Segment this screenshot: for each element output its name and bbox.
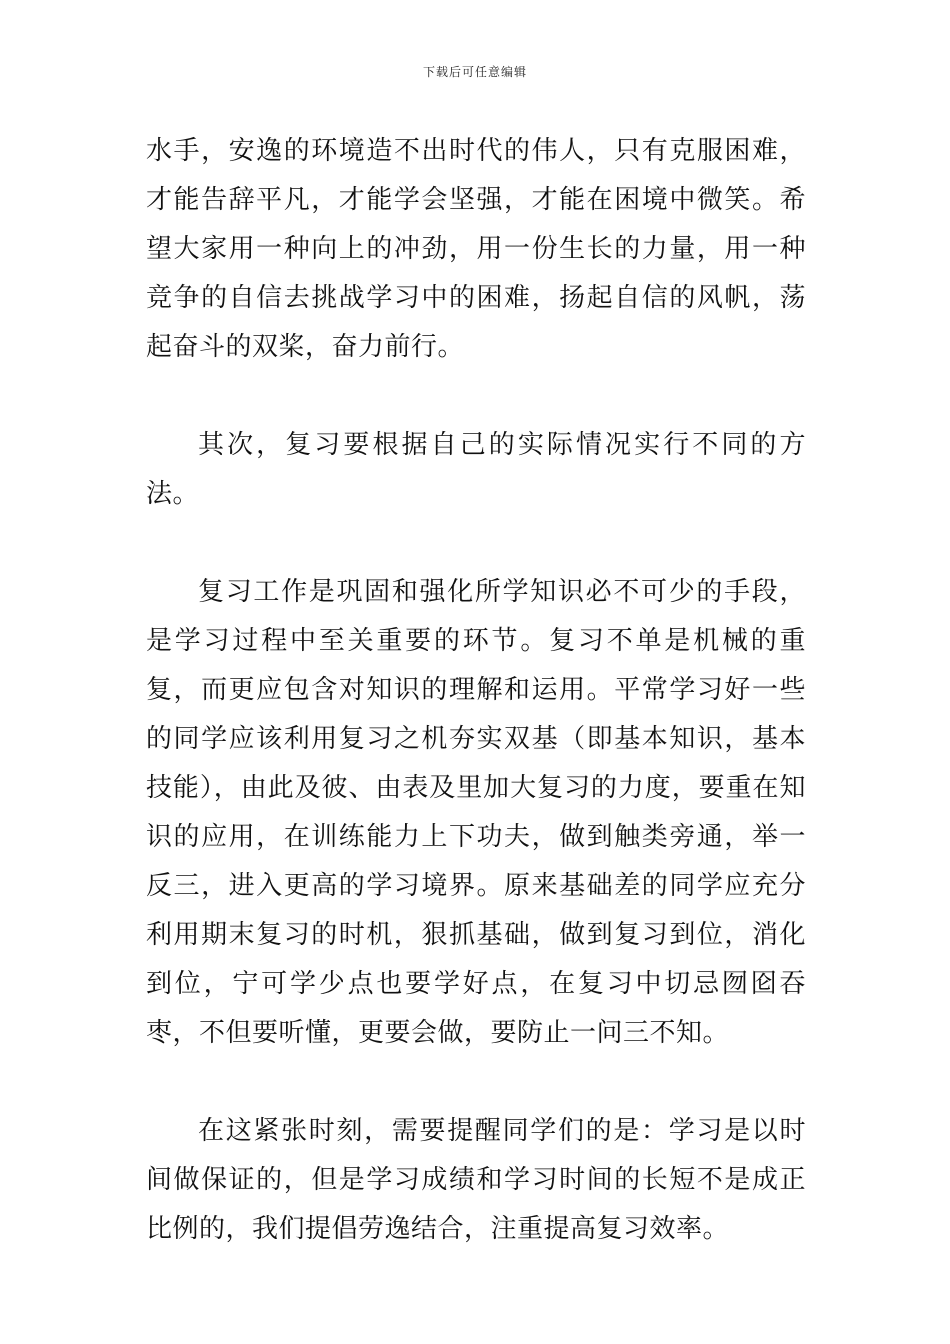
paragraph-reminder: 在这紧张时刻，需要提醒同学们的是：学习是以时间做保证的，但是学习成绩和学习时间的长短不是成正比例的，我们提倡劳逸结合，注重提高复习效率。 <box>146 1116 806 1244</box>
paragraph-review-work: 复习工作是巩固和强化所学知识必不可少的手段，是学习过程中至关重要的环节。复习不单是机械的重复，而更应包含对知识的理解和运用。平常学习好一些的同学应该利用复习之机夯实双基（即基本知识，基本技能），由此及彼、由表及里加大复习的力度，要重在知识的应用，在训练能力上下功夫，做到触类旁通，举一反三，进入更高的学习境界。原来基础差的同学应充分利用期末复习的时机，狠抓基础，做到复习到位，消化到位，宁可学少点也要学好点，在复习中切忌囫囵吞枣，不但要听懂，更要会做，要防止一问三不知。 <box>146 577 806 1048</box>
paragraph-continuation: 水手，安逸的环境造不出时代的伟人，只有克服困难，才能告辞平凡，才能学会坚强，才能在困境中微笑。希望大家用一种向上的冲劲，用一份生长的力量，用一种竞争的自信去挑战学习中的困难，扬起自信的风帆，荡起奋斗的双桨，奋力前行。 <box>146 136 806 362</box>
paragraph-review-methods: 其次，复习要根据自己的实际情况实行不同的方法。 <box>146 430 806 509</box>
page-header-note: 下载后可任意编辑 <box>422 65 527 79</box>
document-body <box>146 127 806 1254</box>
